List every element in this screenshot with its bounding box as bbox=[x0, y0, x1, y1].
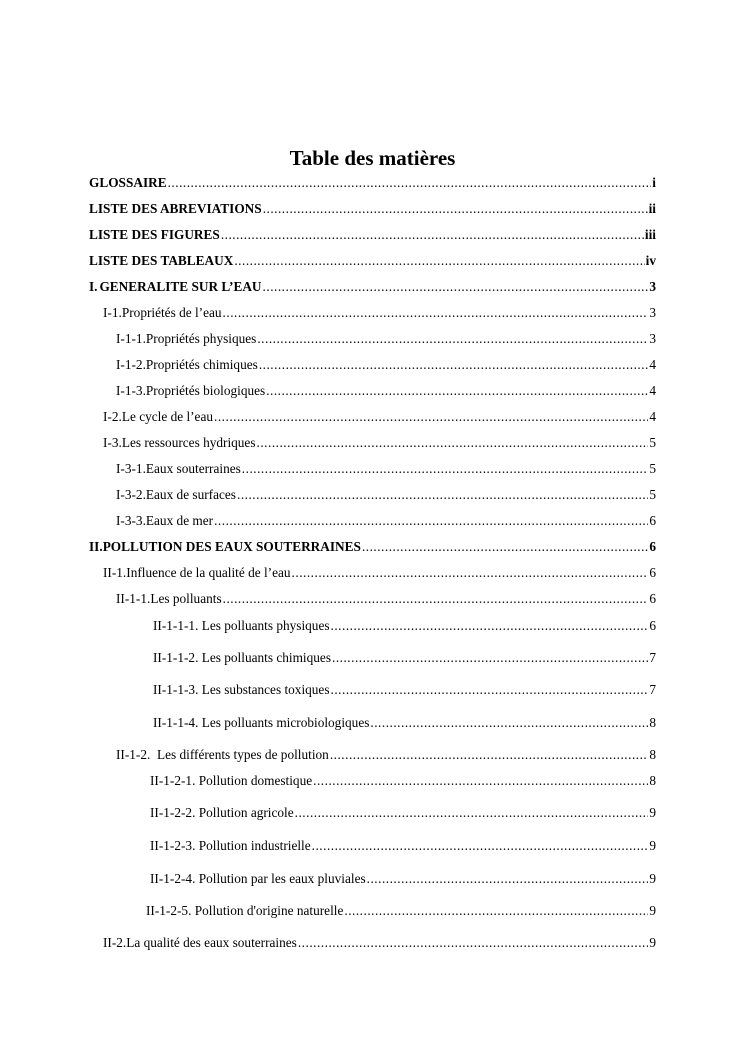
toc-entry bbox=[150, 837, 656, 855]
toc-entry-page: 6 bbox=[649, 565, 656, 580]
toc-entry-page: 7 bbox=[649, 682, 656, 697]
toc-entry-page: 9 bbox=[649, 838, 656, 853]
toc-entry-page: 8 bbox=[649, 715, 656, 730]
toc-entry bbox=[146, 902, 656, 920]
toc-leader-dots bbox=[312, 837, 649, 855]
toc-entry-label: Propriétés chimiques bbox=[145, 357, 258, 372]
toc-leader-dots bbox=[331, 617, 649, 635]
toc-entry-label: Les polluants bbox=[150, 591, 222, 606]
toc-entry-page: 4 bbox=[649, 383, 656, 398]
toc-entry-label: Eaux de surfaces bbox=[145, 487, 236, 502]
toc-entry-page: 9 bbox=[649, 871, 656, 886]
toc-entry-label: II-1-2-4. Pollution par les eaux pluviales bbox=[150, 871, 366, 886]
toc-entry-number: I-1-3. bbox=[116, 383, 146, 398]
toc-entry-page: 3 bbox=[649, 305, 656, 320]
toc-entry bbox=[150, 772, 656, 790]
toc-entry-label: II-1-2-5. Pollution d'origine naturelle bbox=[146, 903, 344, 918]
toc-entry-page: 3 bbox=[649, 279, 656, 294]
toc-leader-dots bbox=[223, 590, 649, 608]
toc-entry-label: II-1-2-1. Pollution domestique bbox=[150, 773, 313, 788]
toc-entry bbox=[116, 746, 656, 764]
toc-entry-number: I-1-1. bbox=[116, 331, 146, 346]
toc-entry-label: II-1-1-1. Les polluants physiques bbox=[153, 618, 330, 633]
toc-entry-label: Influence de la qualité de l’eau bbox=[126, 565, 291, 580]
toc-leader-dots bbox=[263, 278, 649, 296]
toc-entry-label: Propriétés biologiques bbox=[145, 383, 266, 398]
toc-entry bbox=[116, 356, 656, 374]
toc-entry-page: 6 bbox=[649, 539, 656, 554]
toc-leader-dots bbox=[263, 200, 648, 218]
toc-leader-dots bbox=[370, 714, 648, 732]
toc-entry-page: 8 bbox=[649, 747, 656, 762]
toc-entry-label: LISTE DES TABLEAUX bbox=[89, 253, 234, 268]
toc-entry-number: I-2. bbox=[103, 409, 122, 424]
toc-entry-page: 4 bbox=[649, 357, 656, 372]
toc-entry-page: iv bbox=[645, 253, 656, 268]
toc-entry bbox=[89, 226, 656, 244]
toc-entry bbox=[153, 681, 656, 699]
toc-entry-label: II-1-1-3. Les substances toxiques bbox=[153, 682, 330, 697]
toc-leader-dots bbox=[237, 486, 648, 504]
toc-entry bbox=[103, 564, 656, 582]
toc-entry bbox=[89, 200, 656, 218]
toc-entry-page: 3 bbox=[649, 331, 656, 346]
toc-entry-label: POLLUTION DES EAUX SOUTERRAINES bbox=[102, 539, 361, 554]
toc-entry bbox=[150, 804, 656, 822]
toc-entry-page: 6 bbox=[649, 618, 656, 633]
toc-leader-dots bbox=[362, 538, 648, 556]
toc-entry-page: 5 bbox=[649, 461, 656, 476]
toc-entry bbox=[116, 486, 656, 504]
toc-entry-number: I. bbox=[89, 279, 98, 294]
toc-leader-dots bbox=[292, 564, 649, 582]
toc-entry-label: II-1-2-3. Pollution industrielle bbox=[150, 838, 311, 853]
toc-entry-label: LISTE DES ABREVIATIONS bbox=[89, 201, 262, 216]
toc-entry bbox=[116, 382, 656, 400]
toc-leader-dots bbox=[214, 408, 648, 426]
toc-entry-label: La qualité des eaux souterraines bbox=[126, 935, 297, 950]
toc-leader-dots bbox=[242, 460, 649, 478]
toc-entry-label: LISTE DES FIGURES bbox=[89, 227, 220, 242]
toc-leader-dots bbox=[259, 356, 649, 374]
toc-entry bbox=[150, 870, 656, 888]
toc-entry bbox=[89, 538, 656, 556]
toc-entry-page: 6 bbox=[649, 591, 656, 606]
toc-entry-number: II-1. bbox=[103, 565, 127, 580]
toc-entry-label: Propriétés physiques bbox=[145, 331, 257, 346]
toc-entry-label: II-1-1-4. Les polluants microbiologiques bbox=[153, 715, 370, 730]
toc-entry-label: Eaux de mer bbox=[145, 513, 214, 528]
toc-entry-page: 9 bbox=[649, 805, 656, 820]
toc-leader-dots bbox=[330, 746, 649, 764]
toc-entry-number: II-1-1. bbox=[116, 591, 151, 606]
toc-entry bbox=[103, 408, 656, 426]
toc-leader-dots bbox=[223, 304, 649, 322]
toc-entry-number: II-2. bbox=[103, 935, 127, 950]
toc-leader-dots bbox=[298, 934, 649, 952]
toc-entry bbox=[103, 934, 656, 952]
toc-entry-number: II. bbox=[89, 539, 103, 554]
toc-entry-number: I-3-3. bbox=[116, 513, 146, 528]
toc-entry-number: I-1. bbox=[103, 305, 122, 320]
toc-leader-dots bbox=[344, 902, 648, 920]
toc-entry-label: II-1-2. Les différents types de pollution bbox=[116, 747, 329, 762]
toc-entry bbox=[116, 330, 656, 348]
toc-entry bbox=[103, 304, 656, 322]
toc-leader-dots bbox=[331, 681, 649, 699]
toc-entry-page: 4 bbox=[649, 409, 656, 424]
toc-entry bbox=[153, 714, 656, 732]
toc-entry-page: ii bbox=[648, 201, 656, 216]
toc-entry-label: GLOSSAIRE bbox=[89, 175, 167, 190]
toc-entry bbox=[103, 434, 656, 452]
toc-entry-label: II-1-1-2. Les polluants chimiques bbox=[153, 650, 331, 665]
toc-entry-label: II-1-2-2. Pollution agricole bbox=[150, 805, 294, 820]
toc-entry-page: 5 bbox=[649, 487, 656, 502]
toc-entry-label: Propriétés de l’eau bbox=[121, 305, 222, 320]
toc-entry-page: 9 bbox=[649, 903, 656, 918]
toc-entry bbox=[116, 460, 656, 478]
toc-entry-number: I-3. bbox=[103, 435, 122, 450]
toc-entry-page: 6 bbox=[649, 513, 656, 528]
toc-entry bbox=[153, 649, 656, 667]
toc-entry-page: 7 bbox=[649, 650, 656, 665]
toc-leader-dots bbox=[266, 382, 648, 400]
toc-leader-dots bbox=[257, 330, 648, 348]
toc-entry-label: Eaux souterraines bbox=[145, 461, 241, 476]
toc-entry bbox=[89, 278, 656, 296]
toc-entry bbox=[116, 590, 656, 608]
toc-entry-label: Les ressources hydriques bbox=[121, 435, 256, 450]
toc-entry-page: 8 bbox=[649, 773, 656, 788]
page-title: Table des matières bbox=[289, 146, 456, 170]
toc-entry-number: I-1-2. bbox=[116, 357, 146, 372]
toc-entry-number: I-3-1. bbox=[116, 461, 146, 476]
toc-entry-page: iii bbox=[644, 227, 656, 242]
toc-leader-dots bbox=[367, 870, 649, 888]
toc-leader-dots bbox=[332, 649, 648, 667]
toc-entry bbox=[153, 617, 656, 635]
toc-leader-dots bbox=[295, 804, 649, 822]
toc-leader-dots bbox=[221, 226, 644, 244]
toc-leader-dots bbox=[214, 512, 648, 530]
toc-leader-dots bbox=[257, 434, 649, 452]
toc-leader-dots bbox=[313, 772, 648, 790]
toc-entry-label: GENERALITE SUR L’EAU bbox=[99, 279, 262, 294]
toc-entry-number: I-3-2. bbox=[116, 487, 146, 502]
toc-entry-page: 9 bbox=[649, 935, 656, 950]
toc-leader-dots bbox=[234, 252, 644, 270]
toc-leader-dots bbox=[168, 174, 652, 192]
toc-entry bbox=[116, 512, 656, 530]
toc-entry-page: i bbox=[652, 175, 656, 190]
toc-entry-label: Le cycle de l’eau bbox=[121, 409, 214, 424]
toc-entry bbox=[89, 174, 656, 192]
toc-entry-page: 5 bbox=[649, 435, 656, 450]
toc-entry bbox=[89, 252, 656, 270]
